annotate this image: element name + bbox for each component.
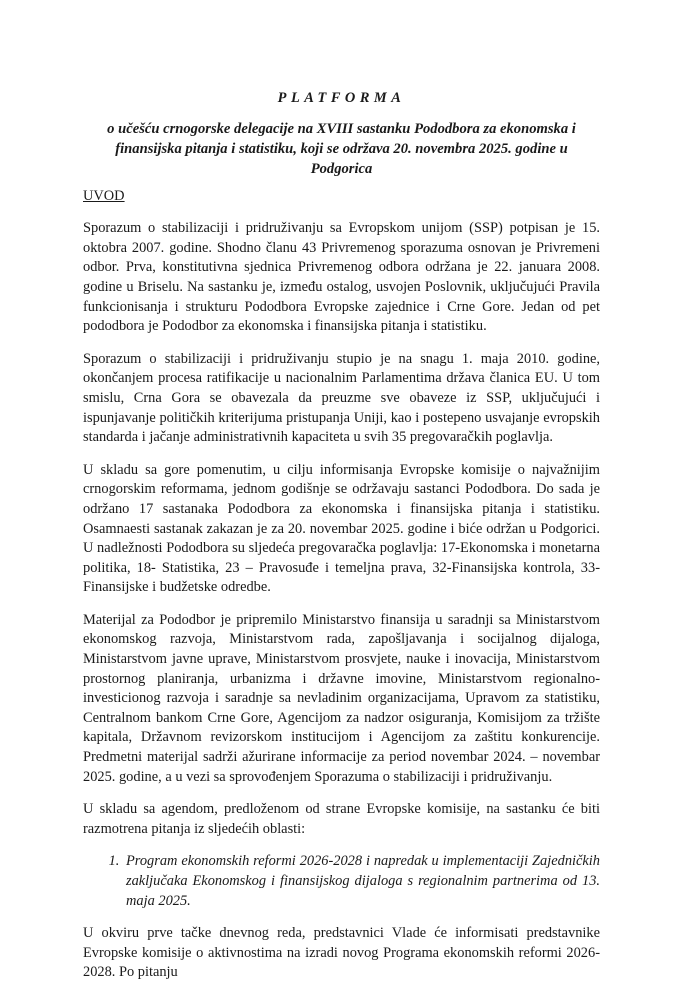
paragraph-ssp-entry-into-force: Sporazum o stabilizaciji i pridruživanju stupio je na snagu 1. maja 2010. godine, okončanjem procesa ratifikacije u nacionalnim Parlamentima država članica EU. U tom smislu, Crna Gora se obavezala da preuzme sve obaveze iz SSP, uključujući i ispunjavanje političkih kriterijuma pristupanja Uniji, kao i postepeno usvajanje evropskih standarda i jačanje administrativnih kapaciteta u svih 35 pregovaračkih poglavlja. <box>83 350 600 446</box>
paragraph-agenda-intro: U skladu sa agendom, predloženom od strane Evropske komisije, na sastanku će biti razmotrena pitanja iz sljedećih oblasti: <box>83 801 600 837</box>
paragraph-closing: U okviru prve tačke dnevnog reda, predstavnici Vlade će informisati predstavnike Evropske komisije o aktivnostima na izradi novog Programa ekonomskih reformi 2026-2028. Po pitanju <box>83 925 600 981</box>
document-subtitle: o učešću crnogorske delegacije na XVIII sastanku Pododbora za ekonomska i finansijska pitanja i statistiku, koji se održava 20. novembra 2025. godine u Podgorica <box>107 120 576 177</box>
paragraph-subcommittee-meetings: U skladu sa gore pomenutim, u cilju informisanja Evropske komisije o najvažnijim crnogorskim reformama, jednom godišnje se održavaju sastanci Pododbora. Do sada je održano 17 sastanaka Pododbora za ekonomska i finansijska pitanja i statistiku. Osamnaesti sastanak zakazan je za 20. novembar 2025. godine i biće održan u Podgorici. U nadležnosti Pododbora su sljedeća pregovaračka poglavlja: 17-Ekonomska i monetarna politika, 18- Statistika, 23 – Pravosuđe i temeljna prava, 32-Finansijska kontrola, 33-Finansijske i budžetske odredbe. <box>83 461 600 596</box>
paragraph-ssp-signing: Sporazum o stabilizaciji i pridruživanju sa Evropskom unijom (SSP) potpisan je 15. oktobra 2007. godine. Shodno članu 43 Privremenog sporazuma osnovan je Privremeni odbor. Prva, konstitutivna sjednica Privremenog odbora održana je 22. januara 2008. godine u Briselu. Na sastanku je, između ostalog, usvojen Poslovnik, uključujući Pravila funkcionisanja i strukturu Pododbora Evropske zajednice i Crne Gore. Jedan od pet pododbora je Pododbor za ekonomska i finansijska pitanja i statistiku. <box>83 220 600 335</box>
document-page <box>83 89 600 996</box>
document-title: PLATFORMA <box>277 90 406 106</box>
section-heading-uvod: UVOD <box>83 187 125 204</box>
agenda-item: 1. Program ekonomskih reformi 2026-2028 i napredak u implementaciji Zajedničkih zaključaka Ekonomskog i finansijskog dijaloga s regionalnim partnerima od 13. maja 2025. <box>123 852 600 911</box>
agenda-list <box>83 852 600 911</box>
paragraph-material-preparation: Materijal za Pododbor je pripremilo Ministarstvo finansija u saradnji sa Ministarstvom ekonomskog razvoja, Ministarstvom rada, zapošljavanja i socijalnog dijaloga, Ministarstvom javne uprave, Ministarstvom prosvjete, nauke i inovacija, Ministarstvom prostornog planiranja, urbanizma i državne imovine, Ministarstvom regionalno-investicionog razvoja i saradnje sa nevladinim organizacijama, Upravom za statistiku, Centralnom bankom Crne Gore, Agencijom za nadzor osiguranja, Komisijom za tržište kapitala, Državnom revizorskom institucijom i Agencijom za zaštitu konkurencije. Predmetni materijal sadrži ažurirane informacije za period novembar 2024. – novembar 2025. godine, a u vezi sa sprovođenjem Sporazuma o stabilizaciji i pridruživanju. <box>83 611 600 785</box>
